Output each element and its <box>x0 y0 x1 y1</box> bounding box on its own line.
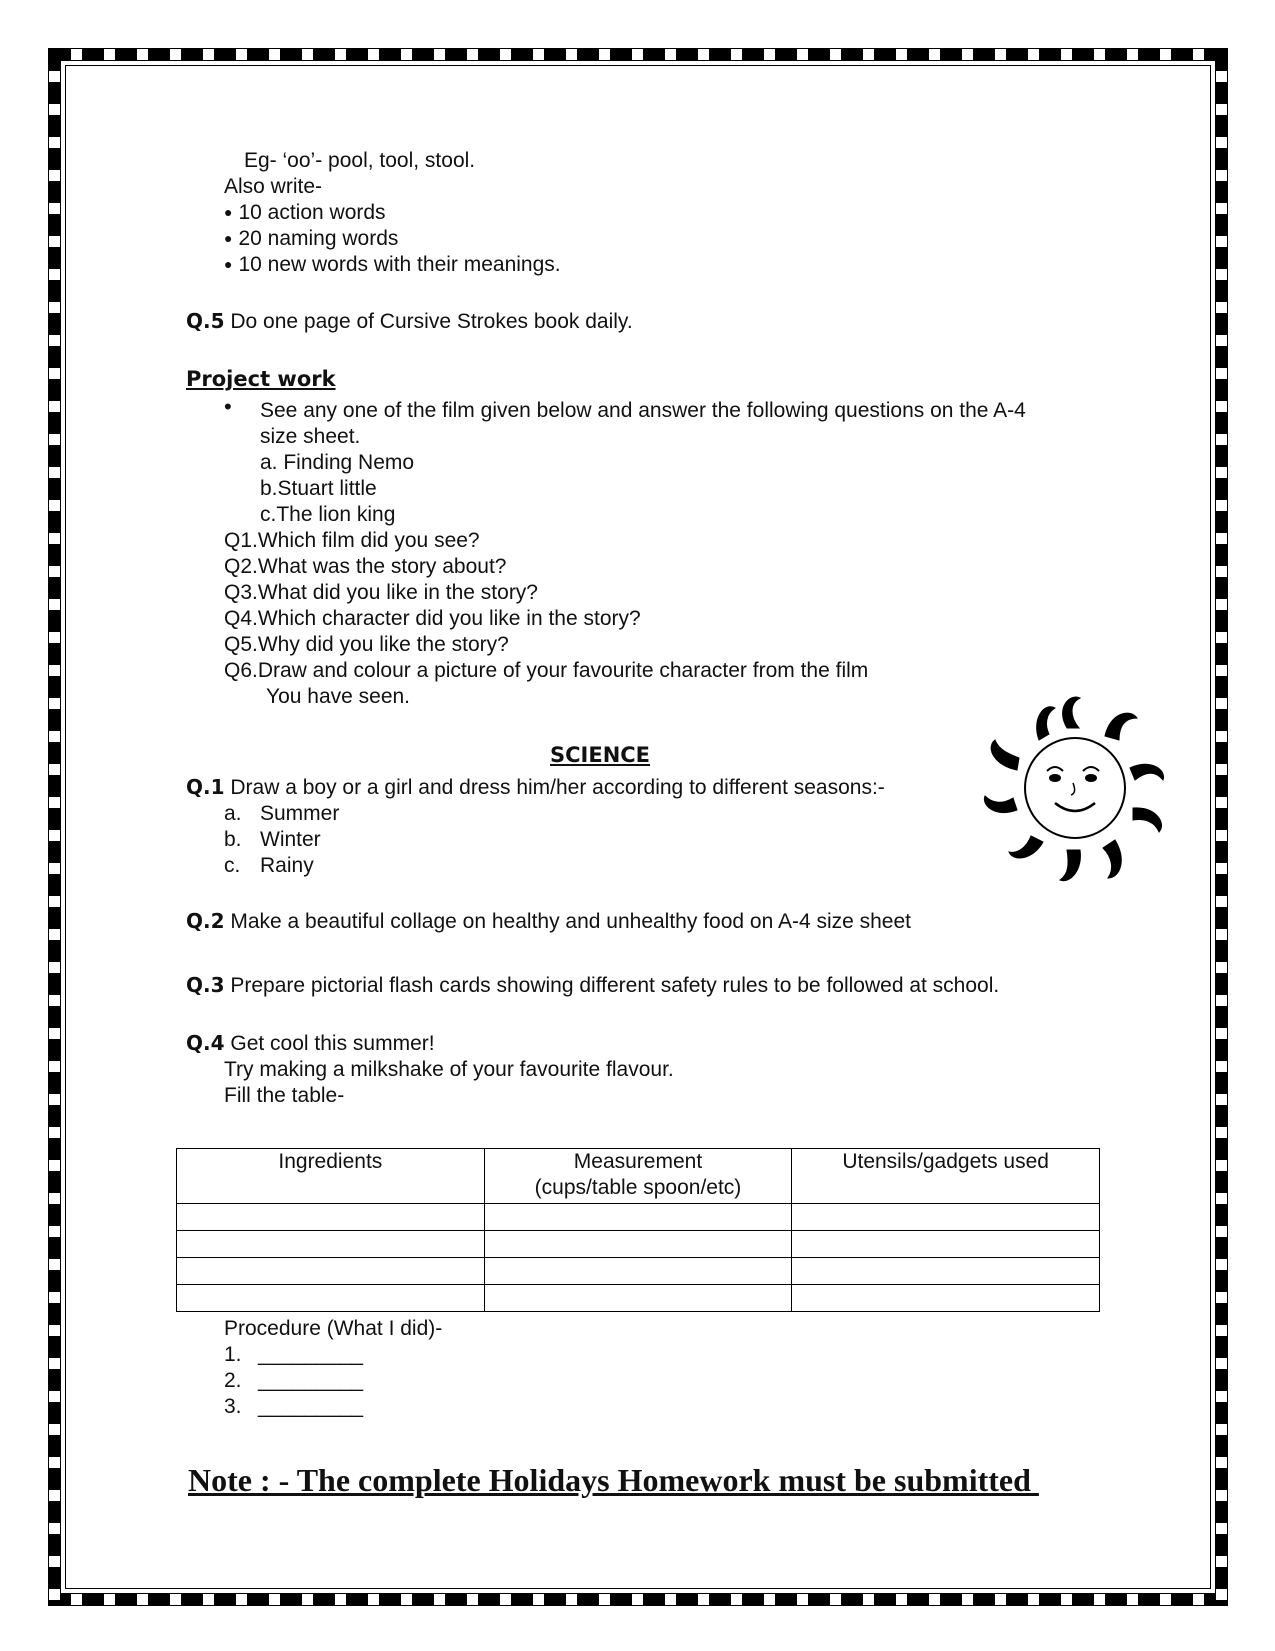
procedure-step-number: 3. <box>224 1395 242 1418</box>
list-item: ● 10 new words with their meanings. <box>224 252 561 279</box>
question-text: Get cool this summer! <box>230 1032 435 1055</box>
season-option: a. <box>224 802 242 825</box>
border-left <box>48 48 61 1606</box>
film-option: c.The lion king <box>260 503 396 526</box>
question-label: Q.5 <box>186 309 225 333</box>
procedure-step-blank: _________ <box>258 1395 364 1418</box>
question-text: Make a beautiful collage on healthy and unhealthy food on A-4 size sheet <box>230 910 912 933</box>
question-label: Q.3 <box>186 973 225 997</box>
question-text: Do one page of Cursive Strokes book daily. <box>230 310 633 333</box>
example-line: Eg- ‘oo’- pool, tool, stool. <box>244 149 476 172</box>
project-work-heading: Project work <box>186 367 336 391</box>
question-q5 <box>186 308 633 335</box>
border-right <box>1215 48 1228 1606</box>
film-option: b.Stuart little <box>260 477 377 500</box>
film-question: Q5.Why did you like the story? <box>224 633 509 656</box>
smiling-sun-icon <box>975 693 1175 883</box>
procedure-title: Procedure (What I did)- <box>224 1317 443 1340</box>
film-option: a. Finding Nemo <box>260 451 415 474</box>
q4-instruction: Try making a milkshake of your favourite flavour. <box>224 1058 674 1081</box>
season-option-label: Winter <box>260 828 321 851</box>
season-option-label: Summer <box>260 802 340 825</box>
question-q4 <box>186 1030 435 1057</box>
project-instruction: See any one of the film given below and answer the following questions on the A-4 <box>260 399 1026 422</box>
border-bottom <box>48 1593 1228 1606</box>
question-label: Q.2 <box>186 909 225 933</box>
also-write: Also write- <box>224 175 323 198</box>
border-top <box>48 48 1228 61</box>
film-question: Q1.Which film did you see? <box>224 529 480 552</box>
list-item: ● 10 action words <box>224 200 386 227</box>
column-header: Utensils/gadgets used <box>792 1149 1100 1204</box>
table-row <box>177 1258 1100 1285</box>
procedure-step-blank: _________ <box>258 1343 364 1366</box>
film-question-continued: You have seen. <box>266 685 411 708</box>
procedure-step-number: 2. <box>224 1369 242 1392</box>
bullet-icon: • <box>224 394 232 419</box>
list-item: ● 20 naming words <box>224 226 398 253</box>
season-option: c. <box>224 854 241 877</box>
table-row <box>177 1204 1100 1231</box>
film-question: Q3.What did you like in the story? <box>224 581 538 604</box>
question-q2 <box>186 908 911 935</box>
science-heading: SCIENCE <box>550 743 651 767</box>
procedure-step-number: 1. <box>224 1343 242 1366</box>
submission-note: Note : - The complete Holidays Homework must be submitted <box>188 1462 1039 1498</box>
procedure-step-blank: _________ <box>258 1369 364 1392</box>
question-label: Q.4 <box>186 1031 225 1055</box>
question-label: Q.1 <box>186 775 225 799</box>
film-question: Q6.Draw and colour a picture of your favourite character from the film <box>224 659 869 682</box>
table-row <box>177 1285 1100 1312</box>
milkshake-table <box>176 1148 1100 1312</box>
season-option: b. <box>224 828 242 851</box>
column-header: Ingredients <box>177 1149 485 1204</box>
film-question: Q2.What was the story about? <box>224 555 507 578</box>
question-text: Prepare pictorial flash cards showing different safety rules to be followed at school. <box>230 974 1000 997</box>
table-row <box>177 1231 1100 1258</box>
table-header-row <box>177 1149 1100 1204</box>
question-q1 <box>186 774 885 801</box>
question-q3 <box>186 972 999 999</box>
q4-instruction: Fill the table- <box>224 1084 345 1107</box>
column-header: Measurement (cups/table spoon/etc) <box>484 1149 792 1204</box>
season-option-label: Rainy <box>260 854 314 877</box>
film-question: Q4.Which character did you like in the story? <box>224 607 641 630</box>
question-text: Draw a boy or a girl and dress him/her according to different seasons:- <box>230 776 885 799</box>
project-instruction: size sheet. <box>260 425 361 448</box>
